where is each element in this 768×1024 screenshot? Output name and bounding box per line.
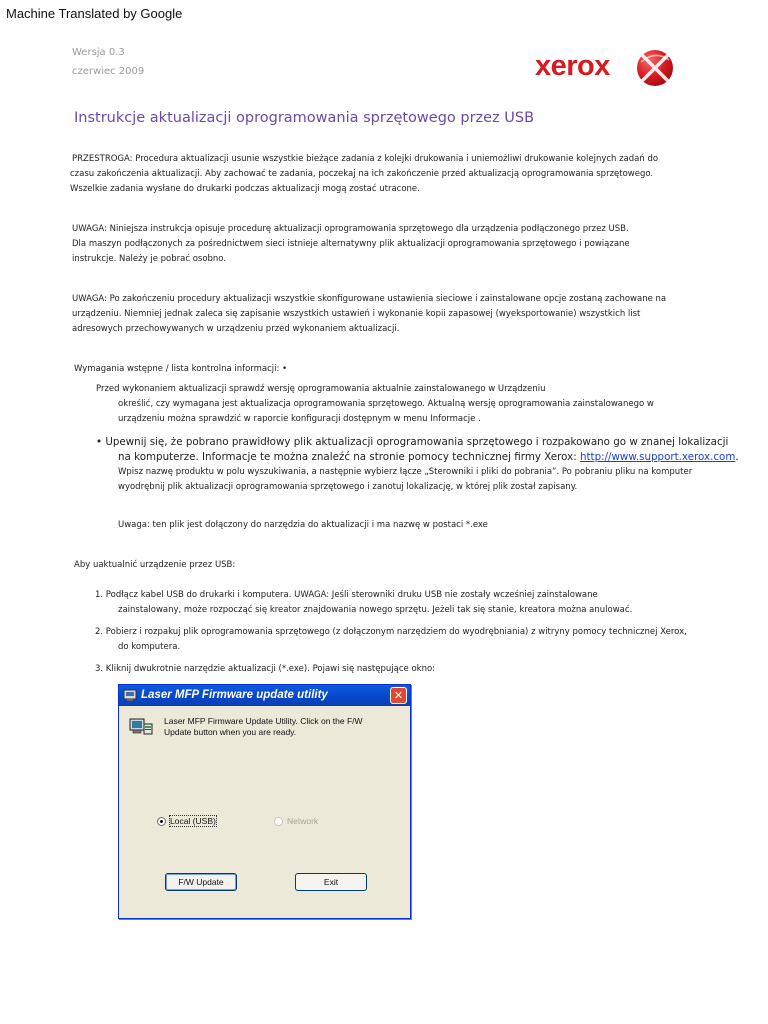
machine-translation-banner: Machine Translated by Google	[6, 6, 183, 21]
step-line: 2. Pobierz i rozpakuj plik oprogramowania sprzętowego (z dołączonym narzędziem do wyodrębniania) z witryny pomocy technicznej Xerox,	[95, 627, 687, 637]
radio-selected-icon	[157, 817, 166, 826]
note-line: UWAGA: Niniejsza instrukcja opisuje procedurę aktualizacji oprogramowania sprzętowego dla urządzenia podłączonego przez USB.	[72, 224, 629, 234]
usb-update-heading: Aby uaktualnić urządzenie przez USB:	[74, 560, 236, 570]
firmware-update-dialog	[118, 684, 411, 919]
document-date: czerwiec 2009	[72, 66, 145, 77]
caution-line: PRZESTROGA: Procedura aktualizacji usunie wszystkie bieżące zadania z kolejki drukowania i uniemożliwi drukowanie kolejnych zadań do	[72, 154, 659, 164]
xerox-logo	[535, 46, 677, 94]
step-1	[95, 588, 632, 618]
xerox-support-link[interactable]: http://www.support.xerox.com	[579, 451, 736, 463]
step-3	[95, 662, 435, 677]
radio-local-usb[interactable]	[157, 816, 216, 826]
caution-line: Wszelkie zadania wysłane do drukarki podczas aktualizacji mogą zostać utracone.	[70, 184, 420, 194]
xerox-wordmark: xerox	[535, 50, 610, 82]
caution-paragraph	[72, 152, 658, 197]
radio-network-label: Network	[287, 816, 319, 826]
step-line: do komputera.	[118, 642, 181, 652]
caution-line: czasu zakończenia aktualizacji. Aby zachować te zadania, poczekaj na ich zakończenie przed aktualizacją oprogramowania sprzętowego.	[70, 169, 654, 179]
note-line: adresowych przechowywanych w urządzeniu przed wykonaniem aktualizacji.	[72, 324, 400, 334]
dialog-message-line: Update button when you are ready.	[164, 727, 297, 737]
prerequisite-download-file	[96, 435, 739, 495]
dialog-message	[164, 716, 363, 738]
app-icon	[123, 688, 137, 702]
prereq-line: urządzeniu można sprawdzić w raporcie konfiguracji dostępnym w menu Informacje .	[118, 414, 481, 424]
note-line: urządzeniu. Niemniej jednak zaleca się zapisanie wszystkich ustawień i wykonanie kopii zapasowej (wyeksportowanie) wszystkich list	[72, 309, 641, 319]
dialog-titlebar[interactable]	[119, 685, 410, 706]
fw-update-button[interactable]: F/W Update	[165, 873, 237, 891]
prereq-text: na komputerze. Informacje te można znaleźć na stronie pomocy technicznej firmy Xerox:	[118, 451, 580, 463]
step-line: 3. Kliknij dwukrotnie narzędzie aktualizacji (*.exe). Pojawi się następujące okno:	[95, 664, 436, 674]
prereq-line: Przed wykonaniem aktualizacji sprawdź wersję oprogramowania aktualnie zainstalowanego w Urządzeniu	[96, 384, 546, 394]
note-line: Dla maszyn podłączonych za pośrednictwem sieci istnieje alternatywny plik aktualizacji oprogramowania sprzętowego i powiązane	[72, 239, 630, 249]
step-2	[95, 625, 687, 655]
radio-unselected-icon	[274, 817, 283, 826]
document-version: Wersja 0.3	[72, 47, 125, 58]
note-settings-paragraph	[72, 292, 666, 337]
prereq-line: wyodrębnij plik aktualizacji oprogramowania sprzętowego i zanotuj lokalizację, w której plik został zapisany.	[118, 482, 578, 492]
prerequisite-version-check	[96, 382, 654, 427]
page-title: Instrukcje aktualizacji oprogramowania sprzętowego przez USB	[74, 110, 535, 126]
prereq-line: określić, czy wymagana jest aktualizacja oprogramowania sprzętowego. Aktualną wersję oprogramowania zainstalowanego w	[118, 399, 654, 409]
prereq-line: • Upewnij się, że pobrano prawidłowy plik aktualizacji oprogramowania sprzętowego i rozpakowano go w znanej lokalizacji	[96, 436, 729, 448]
dialog-message-line: Laser MFP Firmware Update Utility. Click on the F/W	[164, 716, 363, 726]
note-line: UWAGA: Po zakończeniu procedury aktualizacji wszystkie skonfigurowane ustawienia sieciowe i zainstalowane opcje zostaną zachowane na	[72, 294, 667, 304]
radio-local-usb-label: Local (USB)	[170, 816, 216, 826]
note-line: instrukcje. Należy je pobrać osobno.	[72, 254, 227, 264]
prereq-line: Wpisz nazwę produktu w polu wyszukiwania, a następnie wybierz łącze „Sterowniki i pliki do pobrania”. Po pobraniu pliku na komputer	[118, 467, 693, 477]
prereq-text: .	[735, 451, 739, 463]
close-icon: ✕	[393, 689, 404, 702]
note-usb-paragraph	[72, 222, 630, 267]
close-button[interactable]	[390, 687, 407, 704]
xerox-ball-icon	[635, 46, 675, 90]
dialog-title: Laser MFP Firmware update utility	[141, 689, 328, 701]
radio-network[interactable]	[274, 816, 318, 826]
step-line: 1. Podłącz kabel USB do drukarki i komputera. UWAGA: Jeśli sterowniki druku USB nie zostały wcześniej zainstalowane	[95, 590, 598, 600]
step-line: zainstalowany, może rozpocząć się kreator znajdowania nowego sprzętu. Jeżeli tak się stanie, kreatora można anulować.	[118, 605, 633, 615]
prerequisites-heading: Wymagania wstępne / lista kontrolna informacji: •	[74, 364, 288, 374]
computer-printer-icon	[129, 715, 153, 737]
prereq-line	[118, 450, 739, 465]
exit-button[interactable]: Exit	[295, 873, 367, 891]
exe-file-note: Uwaga: ten plik jest dołączony do narzędzia do aktualizacji i ma nazwę w postaci *.exe	[118, 520, 488, 530]
